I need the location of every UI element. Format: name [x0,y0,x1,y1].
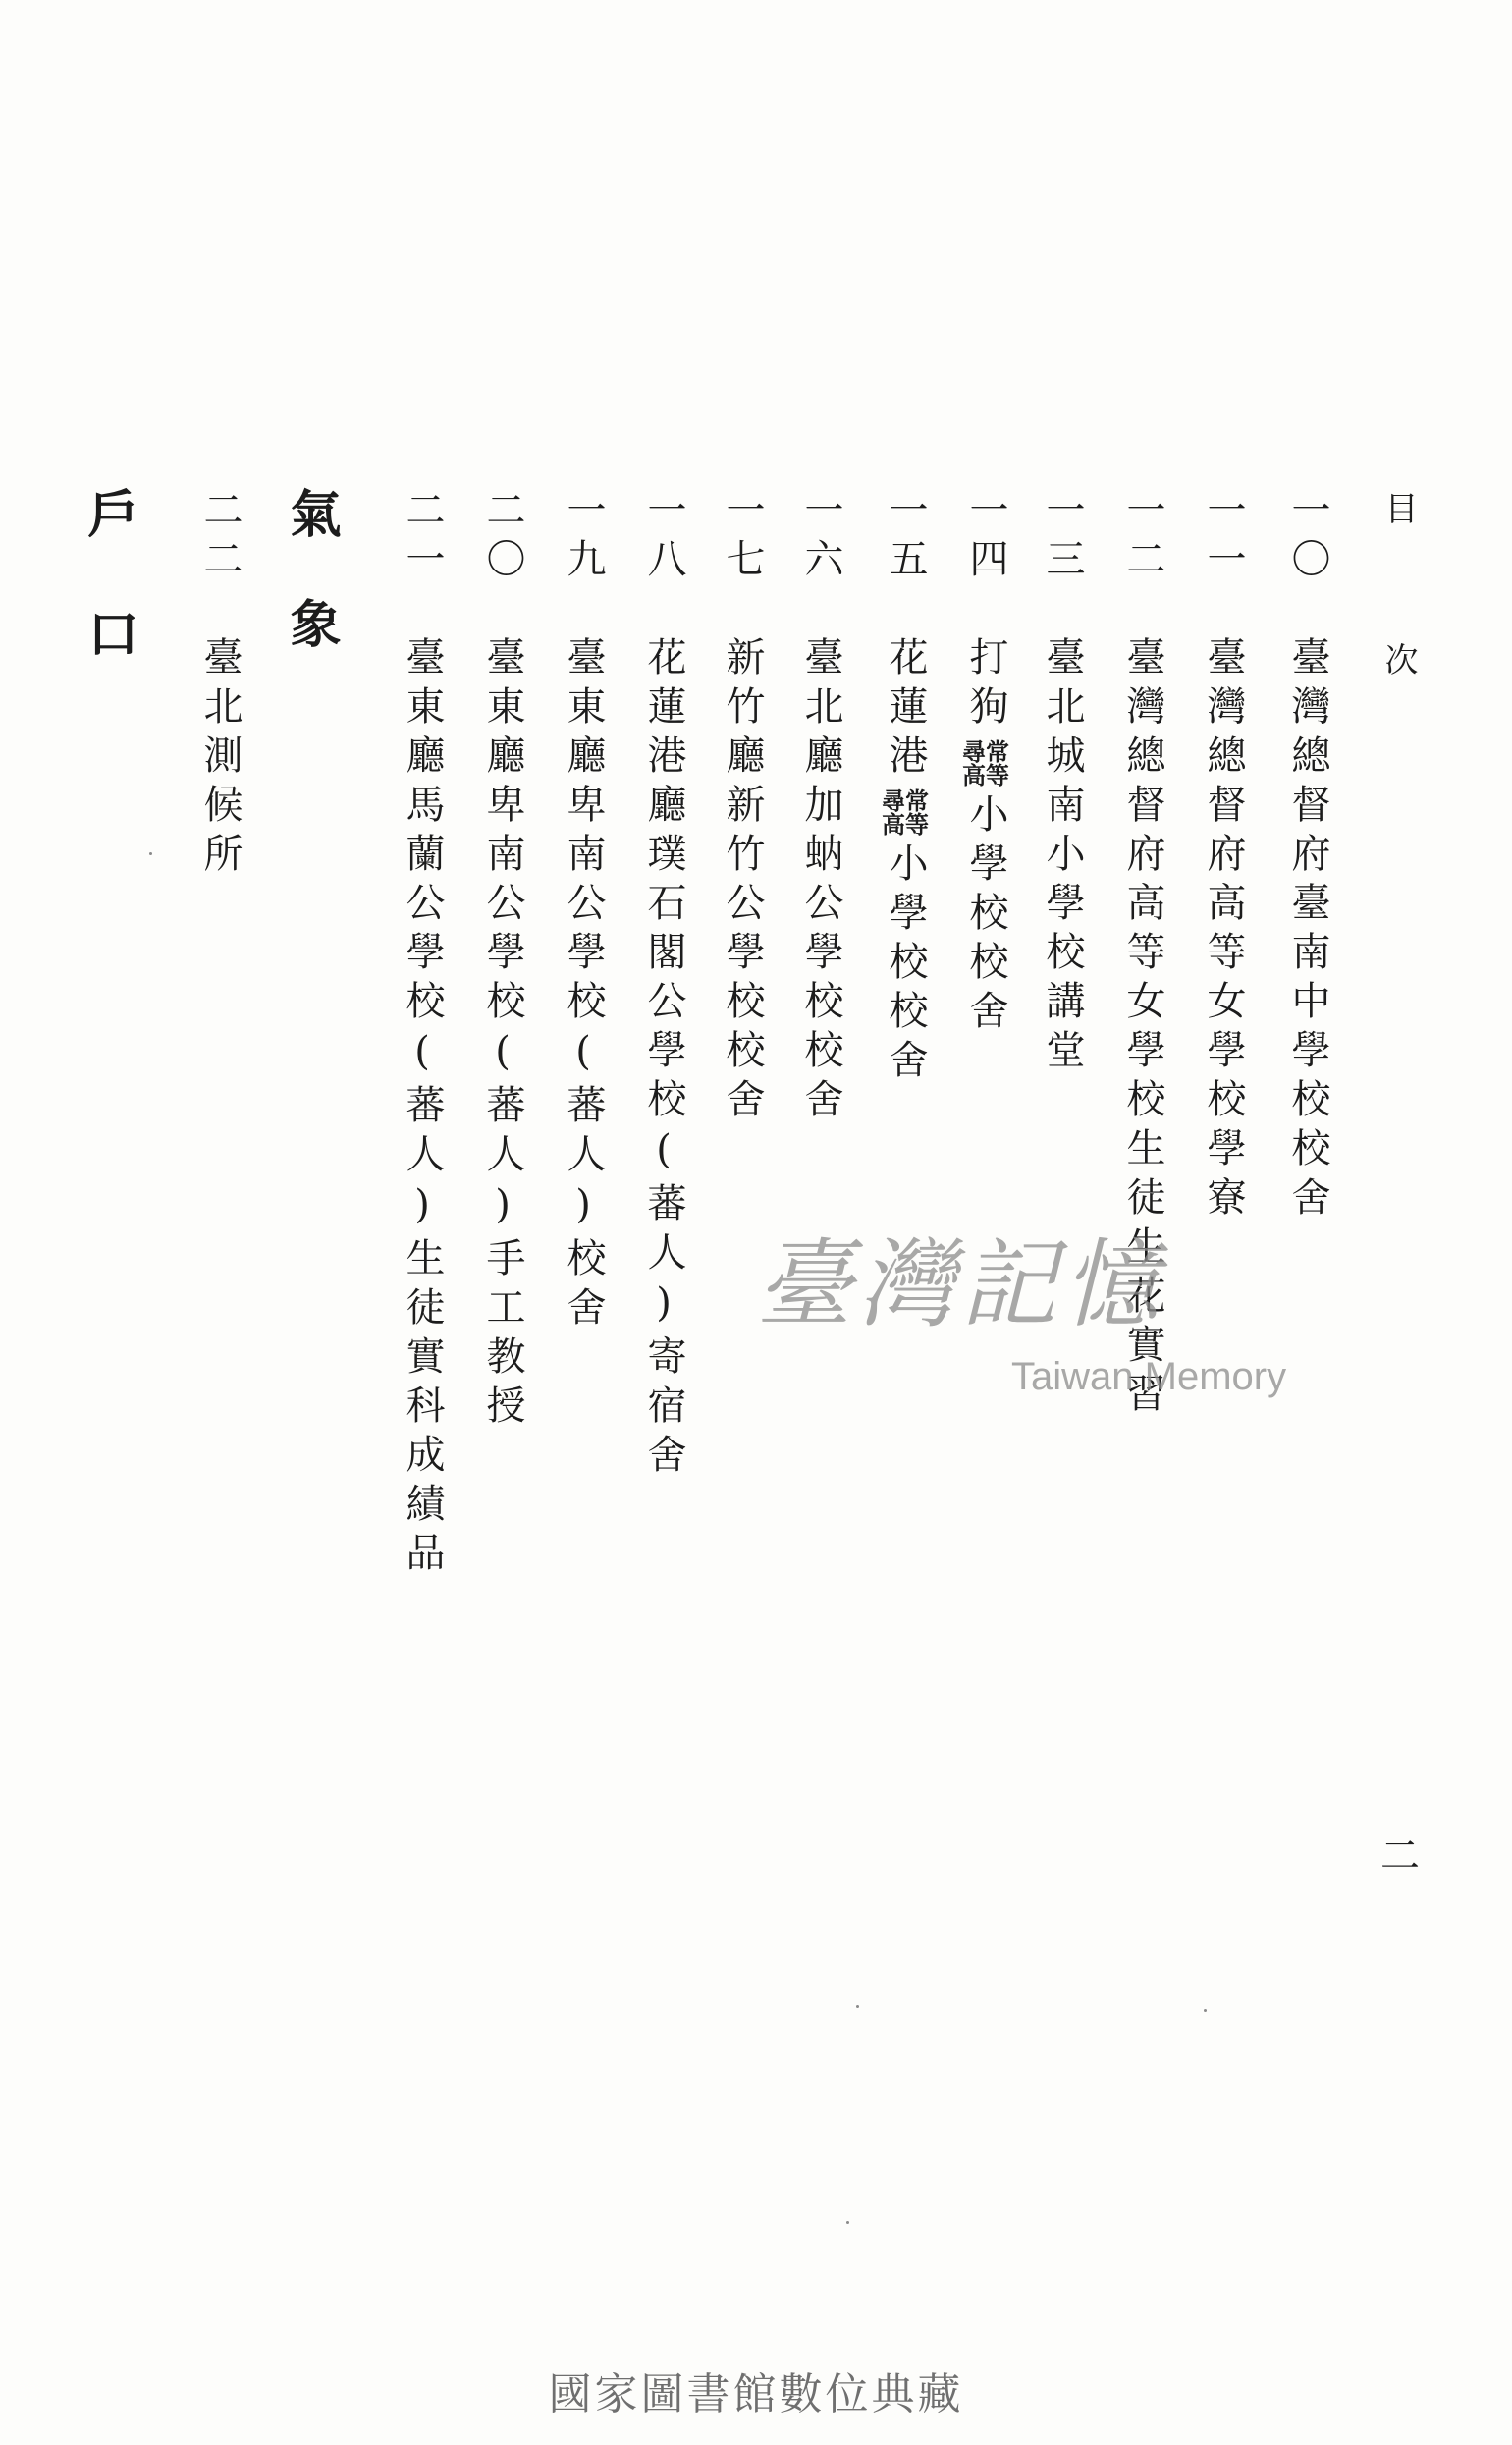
entry-title: 花蓮港廳璞石閣公學校(蕃人)寄宿舍 [641,636,686,1483]
toc-entry-22 [197,489,243,882]
entry-title-pair [962,737,1009,789]
entry-title: 臺灣總督府高等女學校學寮 [1201,636,1246,1225]
toc-entry-17 [720,489,765,1127]
footer-archive-label: 國家圖書館數位典藏 [548,2369,964,2419]
entry-title: 臺北廳加蚋公學校校舍 [798,636,843,1127]
section-heading-population: 戶口 [79,487,138,727]
entry-title-pair [882,789,929,837]
entry-number: 二一 [400,489,445,587]
entry-number: 二〇 [480,489,525,587]
toc-entry-13 [1040,489,1085,1078]
watermark-en: Taiwan Memory [1011,1355,1287,1398]
section-heading-weather: 氣象 [281,487,341,707]
entry-number: 一四 [963,489,1008,587]
entry-number: 一二 [1120,489,1165,587]
toc-entry-16 [798,489,843,1127]
entry-number: 一六 [798,489,843,587]
entry-title-post: 小學校校舍 [963,793,1008,1039]
entry-title: 臺灣總督府高等女學校生徒生花實習 [1120,636,1165,1422]
entry-title: 臺灣總督府臺南中學校校舍 [1285,636,1330,1225]
toc-entry-18 [641,489,686,1483]
toc-entry-11 [1201,489,1246,1225]
entry-title: 新竹廳新竹公學校校舍 [720,636,765,1127]
toc-entry-14 [962,489,1009,1039]
entry-number: 一〇 [1285,489,1330,587]
scan-speck [846,2221,849,2224]
entry-title: 臺東廳馬蘭公學校(蕃人)生徒實科成績品 [400,636,445,1581]
toc-entry-15 [882,489,929,1088]
pair-right: 尋常 [962,737,1009,766]
page-number: 二 [1380,1833,1420,1878]
running-head: 目次 [1378,491,1418,793]
scan-speck [149,852,152,855]
watermark-cjk: 臺灣記憶 [756,1229,1165,1341]
entry-title-pre: 花蓮港 [883,636,928,784]
pair-left: 高等 [962,761,1009,789]
scan-speck [856,2005,859,2008]
entry-number: 一五 [883,489,928,587]
entry-number: 一一 [1201,489,1246,587]
entry-title-post: 小學校校舍 [883,842,928,1088]
toc-entry-21 [400,489,445,1581]
entry-title: 臺東廳卑南公學校(蕃人)校舍 [561,636,606,1335]
toc-entry-10 [1285,489,1330,1225]
entry-number: 一八 [641,489,686,587]
scan-speck [1204,2009,1207,2012]
entry-number: 一七 [720,489,765,587]
toc-entry-20 [480,489,525,1434]
entry-number: 一三 [1040,489,1085,587]
entry-title-pre: 打狗 [963,636,1008,734]
entry-title: 臺東廳卑南公學校(蕃人)手工教授 [480,636,525,1434]
entry-number: 二二 [197,489,243,587]
toc-entry-19 [561,489,606,1335]
entry-title: 臺北測候所 [197,636,243,882]
entry-number: 一九 [561,489,606,587]
pair-right: 尋常 [882,787,929,815]
entry-title: 臺北城南小學校講堂 [1040,636,1085,1078]
pair-left: 高等 [882,810,929,839]
watermark [756,1208,1306,1424]
